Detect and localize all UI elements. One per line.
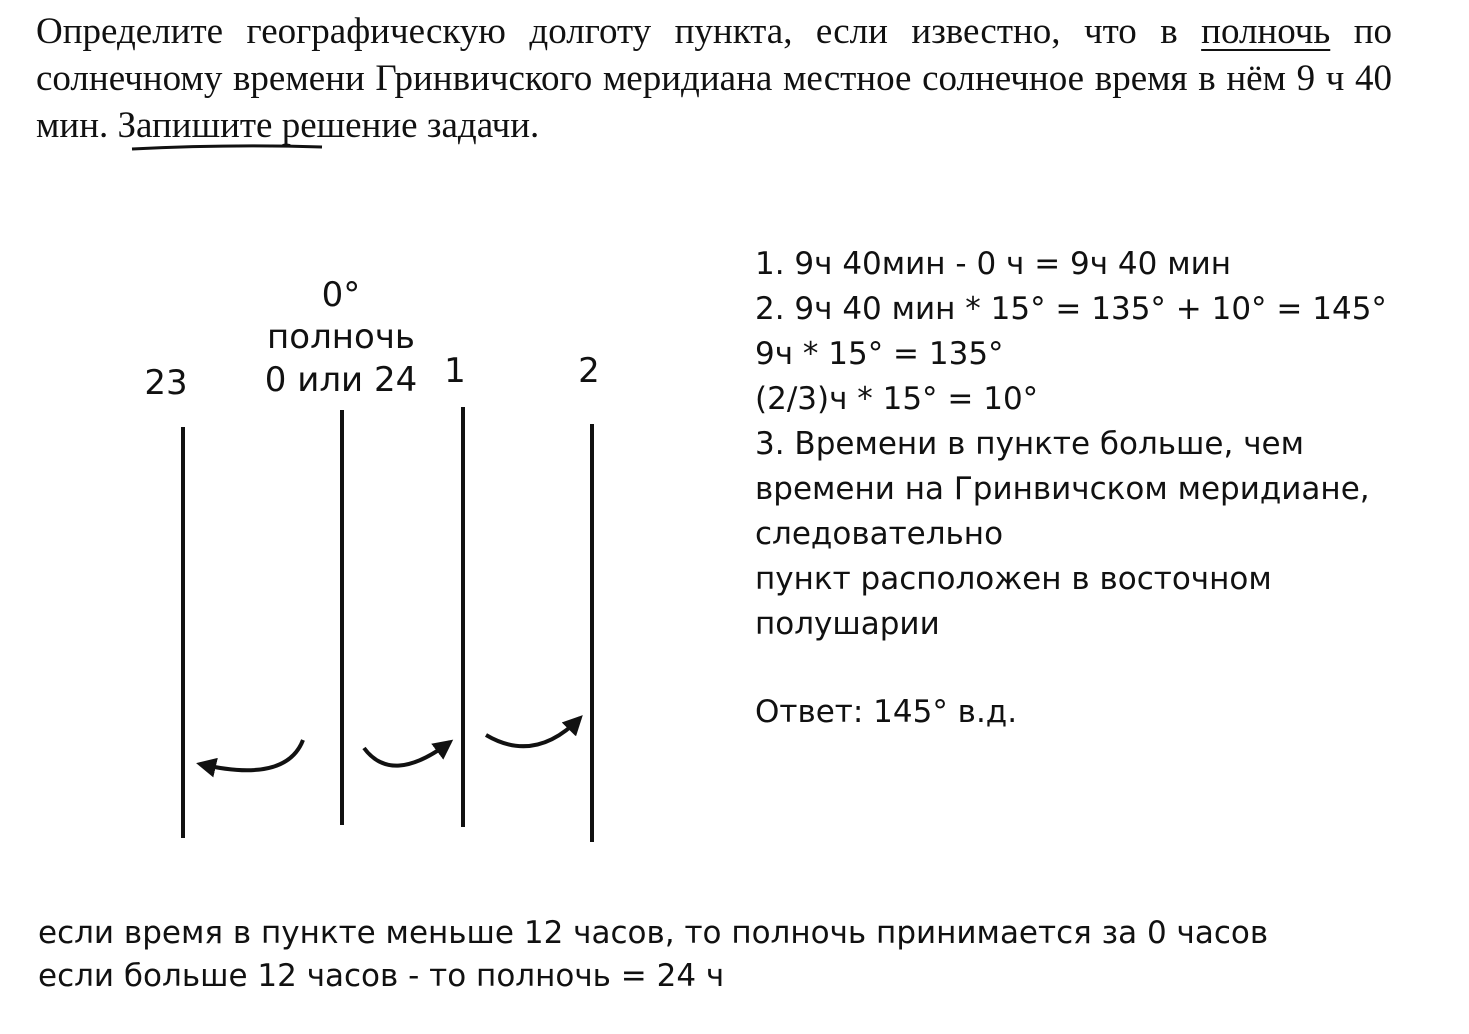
time-underline [132,146,322,149]
solution-line: следовательно [755,516,1004,552]
label-meridian-2: 2 [578,351,600,391]
solution-line: пункт расположен в восточном [755,561,1272,597]
solution-line: времени на Гринвичском меридиане, [755,471,1370,507]
solution-line: 1. 9ч 40мин - 0 ч = 9ч 40 мин [755,246,1232,282]
midnight-note [38,912,1268,998]
note-line-1: если время в пункте меньше 12 часов, то полночь принимается за 0 часов [38,915,1269,951]
task-part-2: по солнечному времени Гринвичского меридиана местное солнечное время в нём [36,11,1392,99]
solution-block [755,242,1435,735]
label-meridian-0-hours: 0 или 24 [264,360,418,400]
solution-line: 9ч * 15° = 135° [755,336,1004,372]
curved-arrow-left-icon [200,740,303,770]
label-meridian-0-midnight: полночь [267,317,415,357]
solution-line: 3. Времени в пункте больше, чем [755,426,1304,462]
solution-line: (2/3)ч * 15° = 10° [755,381,1039,417]
note-line-2: если больше 12 часов - то полночь = 24 ч [38,958,725,994]
task-midnight-word: полночь [1201,11,1331,52]
label-meridian-1: 1 [444,351,466,391]
task-part-1: Определите географическую долготу пункта, если известно, что в [36,11,1202,52]
curved-arrow-right-icon [486,718,580,746]
task-part-3: . Запишите решение задачи. [99,105,540,146]
task-time-value: 9 ч 40 мин [36,58,1392,146]
curved-arrow-right-icon [364,742,450,766]
answer: Ответ: 145° в.д. [755,694,1018,730]
label-meridian-0-degree: 0° [321,275,361,315]
label-meridian-23: 23 [144,363,188,403]
solution-line: полушарии [755,606,940,642]
solution-line: 2. 9ч 40 мин * 15° = 135° + 10° = 145° [755,291,1387,327]
solution-spacer [755,647,1435,690]
